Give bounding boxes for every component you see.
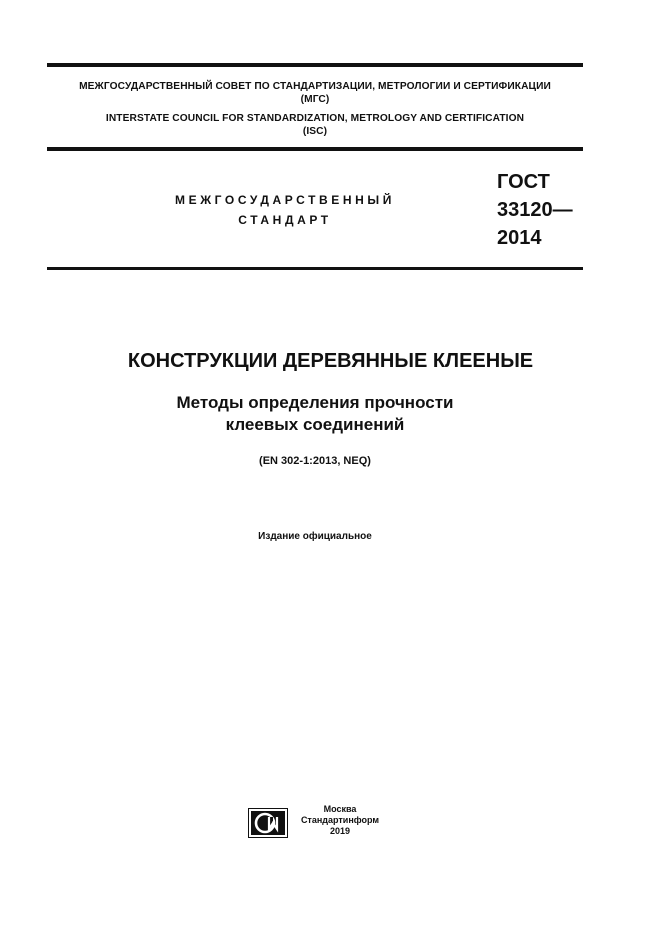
standartinform-logo-icon <box>248 808 288 838</box>
middle-rule <box>47 147 583 151</box>
document-subtitle <box>0 392 630 436</box>
council-name-en <box>47 112 583 138</box>
subtitle-line2: клеевых соединений <box>225 415 405 434</box>
publisher-city: Москва <box>323 804 357 814</box>
top-rule <box>47 63 583 67</box>
document-title: КОНСТРУКЦИИ ДЕРЕВЯННЫЕ КЛЕЕНЫЕ <box>127 350 534 372</box>
publication-year: 2019 <box>329 826 351 836</box>
gost-number: 33120— <box>497 199 573 221</box>
edition-note: Издание официальное <box>258 531 372 542</box>
subtitle-line1: Методы определения прочности <box>176 393 454 412</box>
council-abbr-ru: (МГС) <box>300 94 330 105</box>
council-name-ru-line1: МЕЖГОСУДАРСТВЕННЫЙ СОВЕТ ПО СТАНДАРТИЗАЦИИ, МЕТРОЛОГИИ И СЕРТИФИКАЦИИ <box>79 81 551 92</box>
bottom-rule <box>47 267 583 270</box>
standard-type <box>115 190 455 230</box>
standard-type-line1: МЕЖГОСУДАРСТВЕННЫЙ <box>175 193 395 207</box>
standard-type-line2: СТАНДАРТ <box>238 213 332 227</box>
publisher-block <box>295 804 385 837</box>
publisher-name: Стандартинформ <box>300 815 380 825</box>
gost-year: 2014 <box>497 227 542 249</box>
council-abbr-en: (ISC) <box>302 126 328 137</box>
gost-label: ГОСТ <box>497 171 550 193</box>
gost-designation <box>497 168 573 252</box>
council-name-en-line1: INTERSTATE COUNCIL FOR STANDARDIZATION, METROLOGY AND CERTIFICATION <box>105 113 525 124</box>
council-name-ru <box>47 80 583 106</box>
standard-reference: (EN 302-1:2013, NEQ) <box>259 455 371 467</box>
